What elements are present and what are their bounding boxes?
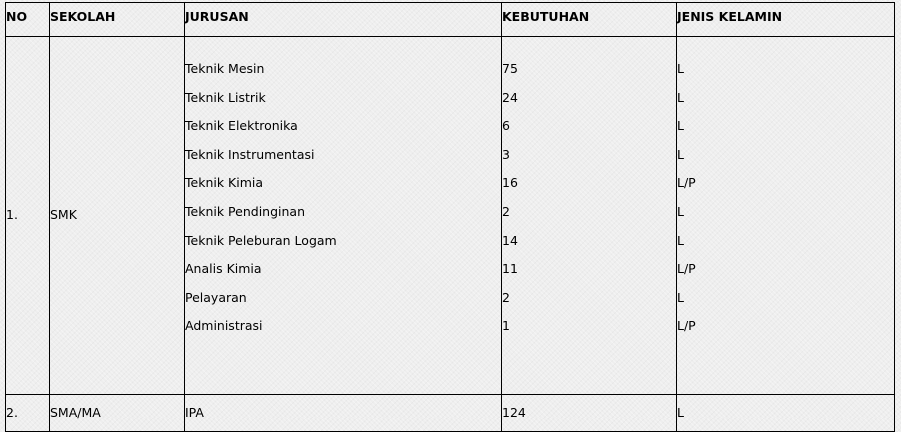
cell-jenis-kelamin [677,37,895,395]
jurusan-item: Teknik Peleburan Logam [185,232,337,248]
kebutuhan-value: 11 [502,261,518,277]
jurusan-item: Pelayaran [185,289,247,305]
jurusan-item: Teknik Pendinginan [185,203,305,219]
jenis-kelamin-value: L [677,61,684,76]
table-row [6,37,895,395]
cell-no: 2. [6,395,50,432]
jurusan-item: Teknik Instrumentasi [185,146,315,162]
jurusan-item: Teknik Mesin [185,61,265,76]
kebutuhan-value: 16 [502,175,518,191]
header-jurusan: JURUSAN [185,3,502,37]
header-row [6,3,895,37]
header-no: NO [6,3,50,37]
cell-jurusan: IPA [185,395,502,432]
jurusan-item: Administrasi [185,318,263,334]
header-kebutuhan: KEBUTUHAN [502,3,677,37]
jenis-kelamin-value: L/P [677,318,696,334]
jenis-kelamin-value: L [677,146,684,162]
cell-jurusan [185,37,502,395]
jurusan-item: Teknik Listrik [185,89,266,105]
cell-jenis-kelamin: L [677,395,895,432]
cell-sekolah: SMK [50,37,185,395]
jenis-kelamin-value: L [677,89,684,105]
cell-no: 1. [6,37,50,395]
kebutuhan-value: 1 [502,318,510,334]
jenis-kelamin-value: L/P [677,261,696,277]
cell-kebutuhan: 124 [502,395,677,432]
header-jenis-kelamin: JENIS KELAMIN [677,3,895,37]
jenis-kelamin-value: L [677,289,684,305]
header-sekolah: SEKOLAH [50,3,185,37]
jurusan-item: Teknik Elektronika [185,118,298,134]
jurusan-item: Analis Kimia [185,261,262,277]
jenis-kelamin-value: L/P [677,175,696,191]
jenis-kelamin-value: L [677,203,684,219]
jenis-kelamin-value: L [677,118,684,134]
kebutuhan-value: 2 [502,203,510,219]
requirements-table [5,2,895,432]
kebutuhan-value: 14 [502,232,518,248]
table-row [6,395,895,432]
cell-kebutuhan [502,37,677,395]
jenis-kelamin-value: L [677,232,684,248]
kebutuhan-value: 24 [502,89,518,105]
kebutuhan-value: 6 [502,118,510,134]
kebutuhan-value: 2 [502,289,510,305]
kebutuhan-value: 75 [502,61,518,76]
cell-sekolah: SMA/MA [50,395,185,432]
jurusan-item: Teknik Kimia [185,175,264,191]
kebutuhan-value: 3 [502,146,510,162]
